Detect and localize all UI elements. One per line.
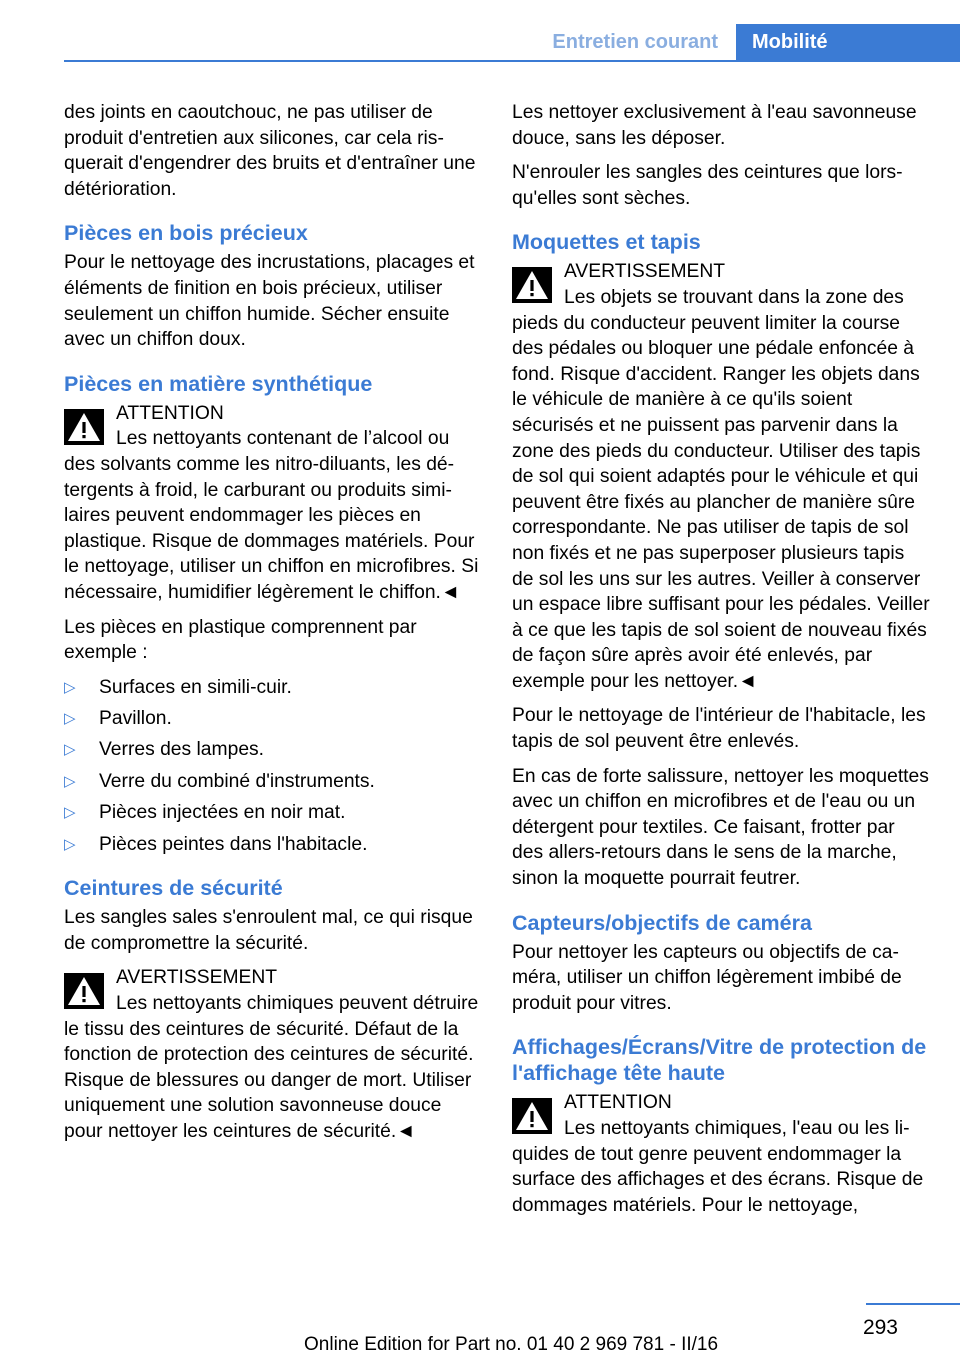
warning-title: ATTENTION bbox=[564, 1092, 672, 1114]
paragraph: En cas de forte salissure, nettoyer les moquettes avec un chiffon en microfibres et de l'eau ou un détergent pour textiles. Ce faisant, frotter par des allers-retours dans le sens de la marche, sinon la moquette pourrait feutrer. bbox=[512, 765, 929, 890]
warning-triangle-icon bbox=[64, 409, 104, 445]
section-heading-affichages: Affichages/Écrans/Vitre de protection de l'affichage tête haute bbox=[512, 1035, 927, 1086]
warning-box bbox=[512, 1090, 930, 1218]
warning-text: Les nettoyants chimiques, l'eau ou les liquides de tout genre peuvent endommager la surface des affichages et des écrans. Risque de dommages matériels. Pour le nettoyage, bbox=[512, 1118, 924, 1216]
warning-text: Les nettoyants chimiques peuvent détruire le tissu des ceintures de sécurité. Défaut de la fonction de protection des ceintures de sécurité. Risque de blessures ou danger de mort. Utiliser uniquement une solution savonneuse douce pour nettoyer les ceintures de sécurité.◄ bbox=[64, 993, 479, 1142]
warning-box bbox=[64, 965, 480, 1144]
page-number: 293 bbox=[862, 1316, 898, 1339]
paragraph: N'enrouler les sangles des ceintures que lorsqu'elles sont sèches. bbox=[512, 162, 903, 209]
triangle-bullet-icon: ▷ bbox=[64, 710, 76, 728]
edition-note: Online Edition for Part no. 01 40 2 969 781 - II/16 bbox=[304, 1334, 719, 1355]
warning-title: AVERTISSEMENT bbox=[564, 261, 726, 283]
warning-title: ATTENTION bbox=[116, 402, 224, 424]
bullet-list bbox=[64, 675, 480, 858]
paragraph: Pour nettoyer les capteurs ou objectifs de caméra, utiliser un chiffon légèrement imbibé de produit pour vitres. bbox=[512, 941, 902, 1014]
warning-triangle-icon bbox=[512, 267, 552, 303]
section-heading-capteurs: Capteurs/objectifs de caméra bbox=[512, 910, 812, 935]
warning-text: Les nettoyants contenant de l’alcool ou des solvants comme les nitro-diluants, les détergents à froid, le carburant ou produits similaires peuvent endommager les pièces en plastique. Risque de dommages matériels. Pour le nettoyage, utiliser un chiffon en microfibres. Si nécessaire, humidifier légèrement le chiffon.◄ bbox=[64, 428, 479, 603]
tab-entretien-courant[interactable]: Entretien courant bbox=[552, 31, 718, 53]
triangle-bullet-icon: ▷ bbox=[64, 772, 76, 790]
warning-text: Les objets se trouvant dans la zone des pieds du conducteur peuvent limiter la course des pédales ou bloquer une pédale enfoncée à fond. Risque d'accident. Ranger les objets dans le véhicule de manière à ce qu'ils soient sécurisés et ne puissent pas parvenir dans la zone des pieds du conducteur. Utiliser des tapis de sol qui soient adaptés pour le véhicule et qui peuvent être fixés au plancher de manière sûre correspondante. Ne pas utiliser de tapis de sol non fixés et ne pas superposer plusieurs tapis de sol les uns sur les autres. Veiller à conserver un espace libre suffisant pour les pédales. Veiller à ce que les tapis de sol soient de nouveau fixés de façon sûre après avoir été enlevés, par exemple pour les nettoyer.◄ bbox=[512, 286, 930, 692]
list-item: ▷ Pavillon. bbox=[64, 706, 480, 732]
warning-title: AVERTISSEMENT bbox=[116, 967, 278, 989]
warning-triangle-icon bbox=[64, 973, 104, 1009]
left-column bbox=[64, 100, 480, 1154]
warning-box bbox=[64, 401, 480, 606]
list-item: ▷ Verre du combiné d'instruments. bbox=[64, 769, 480, 795]
list-item: ▷ Pièces peintes dans l'habitacle. bbox=[64, 832, 480, 858]
list-item: ▷ Pièces injectées en noir mat. bbox=[64, 800, 480, 826]
list-item: ▷ Surfaces en simili-cuir. bbox=[64, 675, 480, 701]
paragraph: Pour le nettoyage de l'intérieur de l'habitacle, les tapis de sol peuvent être enlevés. bbox=[512, 705, 926, 753]
paragraph: Les sangles sales s'enroulent mal, ce qui risque de compromettre la sécurité. bbox=[64, 907, 473, 954]
triangle-bullet-icon: ▷ bbox=[64, 835, 76, 853]
triangle-bullet-icon: ▷ bbox=[64, 804, 76, 822]
header-rule bbox=[64, 60, 960, 62]
paragraph: Les nettoyer exclusivement à l'eau savonneuse douce, sans les déposer. bbox=[512, 102, 917, 149]
paragraph: Pour le nettoyage des incrustations, placages et éléments de finition en bois précieux, utiliser seulement un chiffon humide. Sécher ensuite avec un chiffon doux. bbox=[64, 252, 475, 351]
section-heading-synthetique: Pièces en matière synthétique bbox=[64, 371, 373, 396]
page-header bbox=[64, 24, 960, 62]
warning-triangle-icon bbox=[512, 1098, 552, 1134]
triangle-bullet-icon: ▷ bbox=[64, 741, 76, 759]
triangle-bullet-icon: ▷ bbox=[64, 678, 76, 696]
tab-mobilite[interactable]: Mobilité bbox=[736, 24, 960, 62]
footer-rule bbox=[866, 1303, 960, 1305]
warning-box bbox=[512, 259, 930, 694]
section-heading-bois: Pièces en bois précieux bbox=[64, 221, 308, 246]
section-heading-moquettes: Moquettes et tapis bbox=[512, 230, 701, 255]
right-column bbox=[512, 100, 930, 1227]
paragraph: Les pièces en plastique comprennent par exemple : bbox=[64, 616, 417, 664]
list-item: ▷ Verres des lampes. bbox=[64, 737, 480, 763]
section-heading-ceintures: Ceintures de sécurité bbox=[64, 876, 283, 901]
paragraph: des joints en caoutchouc, ne pas utiliser de produit d'entretien aux silicones, car cela risquerait d'engendrer des bruits et d'entraîner une détérioration. bbox=[64, 102, 476, 200]
